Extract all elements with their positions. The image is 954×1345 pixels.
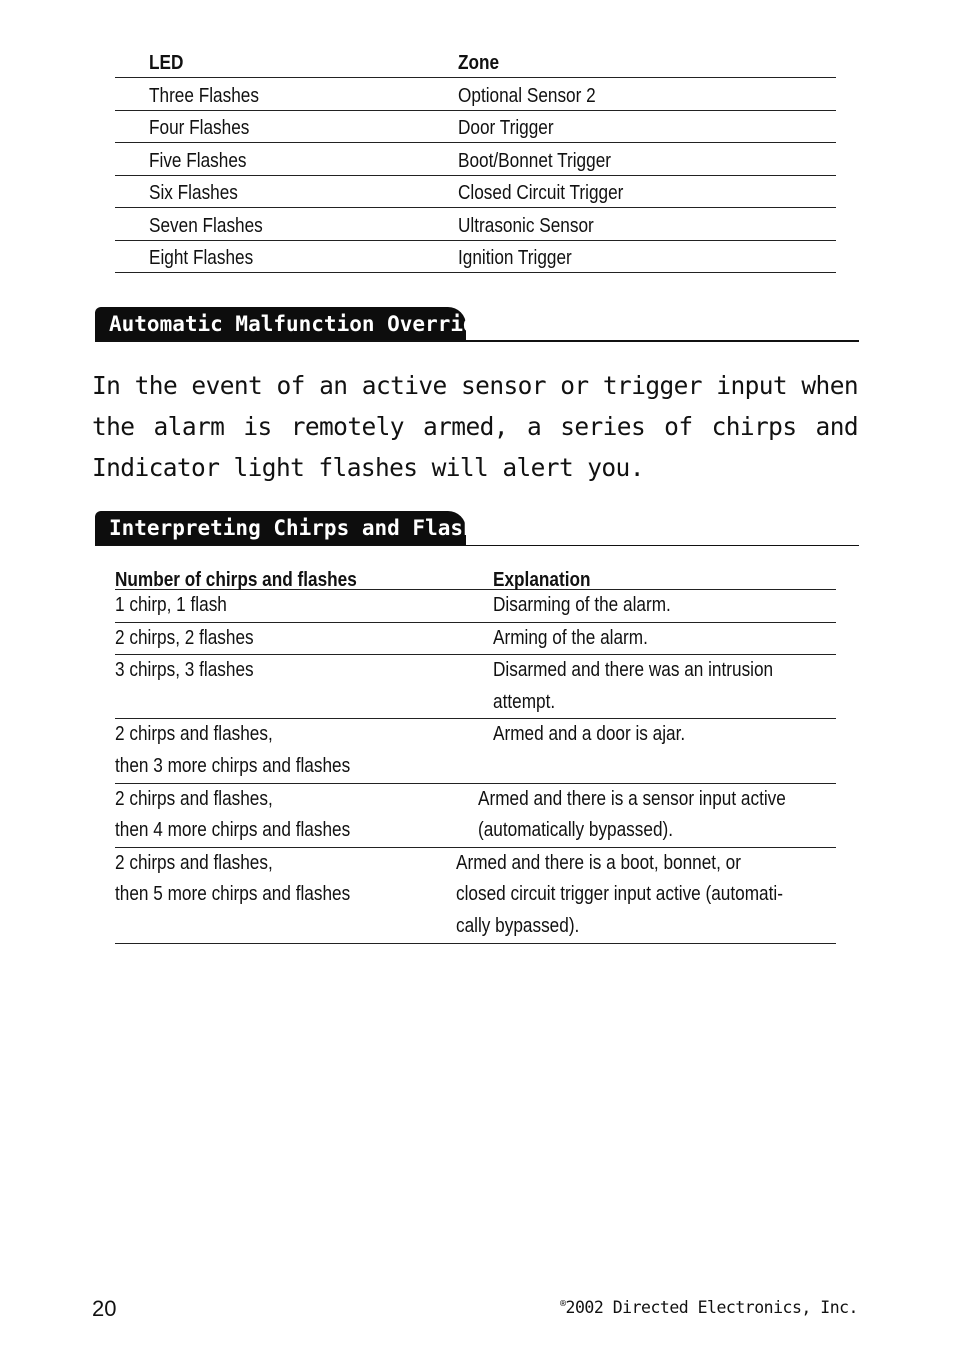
zone-cell: Closed Circuit Trigger	[458, 182, 624, 204]
explanation-column-header: Explanation	[493, 569, 591, 591]
table-row	[115, 784, 836, 848]
chirps-cell: 2 chirps, 2 flashes	[115, 626, 254, 649]
led-cell: Five Flashes	[149, 149, 247, 172]
led-cell: Four Flashes	[149, 117, 250, 139]
page-number: 20	[92, 1296, 117, 1321]
explanation-cell: (automatically bypassed).	[478, 819, 674, 842]
copyright-notice	[560, 1298, 858, 1317]
led-cell: Six Flashes	[149, 182, 238, 204]
chirps-cell: 2 chirps and flashes,	[115, 787, 273, 810]
section-divider	[95, 545, 859, 546]
chirps-cell: then 3 more chirps and flashes	[115, 754, 351, 777]
explanation-cell: Armed and a door is ajar.	[493, 723, 686, 746]
explanation-cell: Disarmed and there was an intrusion	[493, 659, 774, 682]
led-cell: Three Flashes	[149, 84, 259, 107]
copyright-text: 2002 Directed Electronics, Inc.	[565, 1298, 858, 1317]
table-row	[115, 111, 836, 144]
explanation-cell: Armed and there is a sensor input active	[478, 787, 786, 810]
table-row	[115, 241, 836, 274]
chirps-cell: then 4 more chirps and flashes	[115, 819, 351, 842]
explanation-cell: Arming of the alarm.	[493, 626, 648, 649]
explanation-cell: Armed and there is a boot, bonnet, or	[455, 851, 741, 874]
zone-column-header: Zone	[458, 52, 500, 74]
explanation-cell: attempt.	[493, 690, 556, 713]
table-row	[115, 143, 836, 176]
zone-cell: Ultrasonic Sensor	[458, 214, 594, 237]
section-divider	[95, 340, 859, 342]
zone-cell: Ignition Trigger	[458, 247, 572, 269]
explanation-cell: Disarming of the alarm.	[493, 594, 671, 616]
chirps-table-header	[115, 566, 836, 590]
override-section-title: Automatic Malfunction Override	[95, 307, 466, 341]
chirps-cell: 2 chirps and flashes,	[115, 851, 273, 874]
zone-cell: Door Trigger	[458, 117, 554, 139]
table-row	[115, 848, 836, 944]
chirps-cell: 3 chirps, 3 flashes	[115, 659, 254, 682]
table-row	[115, 208, 836, 241]
led-column-header: LED	[149, 52, 184, 74]
zone-cell: Optional Sensor 2	[458, 84, 596, 107]
chirps-cell: then 5 more chirps and flashes	[115, 883, 351, 906]
chirps-column-header: Number of chirps and flashes	[115, 569, 357, 591]
led-cell: Eight Flashes	[149, 247, 254, 269]
chirps-cell: 2 chirps and flashes,	[115, 723, 273, 746]
table-row	[115, 719, 836, 783]
zone-cell: Boot/Bonnet Trigger	[458, 149, 611, 172]
table-row	[115, 655, 836, 719]
table-row	[115, 78, 836, 111]
chirps-section-heading	[95, 510, 859, 546]
led-table-header	[115, 52, 836, 78]
led-zone-table	[115, 52, 836, 273]
table-row	[115, 623, 836, 656]
override-section-heading	[95, 306, 859, 342]
chirps-table	[115, 566, 836, 944]
explanation-cell: cally bypassed).	[455, 914, 580, 937]
led-cell: Seven Flashes	[149, 214, 263, 237]
override-paragraph: In the event of an active sensor or trigger input when the alarm is remotely armed, a series of chirps and Indicator light flashes will alert you.	[92, 371, 858, 482]
table-row	[115, 176, 836, 209]
registered-mark: ®	[560, 1298, 566, 1310]
explanation-cell: closed circuit trigger input active (automati-	[455, 883, 783, 906]
chirps-cell: 1 chirp, 1 flash	[115, 594, 227, 616]
chirps-section-title: Interpreting Chirps and Flashes	[95, 511, 466, 545]
table-row	[115, 590, 836, 623]
